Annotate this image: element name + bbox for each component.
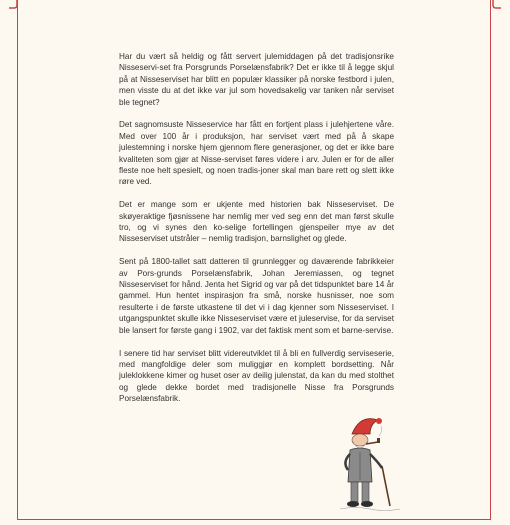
article-body [119,51,394,416]
nisse-illustration-icon [330,412,410,512]
corner-ornament-left-icon [9,0,22,13]
paragraph-tradition: Det sagnomsuste Nisseservice har fått en fortjent plass i julehjertene våre. Med over 100 år i produksjon, har serviset vært med på å skape julestemning i norske hjem gjennom flere generasjoner, og det er ikke bare kvaliteten som gjør at Nisse-serviset føres videre i arv. Julen er for de aller fleste noe helt spesielt, og noen tradis-joner skal man bare rett og slett ikke røre ved. [119,120,394,187]
paragraph-today: I senere tid har serviset blitt videreutviklet til å bli en fullverdig serviseserie, med mangfoldige deler som muliggjør en komplett bordsetting. Når juleklokkene kimer og huset oser av deilig julenstat, da kan du med stolthet og glede dekke bordet med tradisjonelle Nisse fra Porsgrunds Porselænsfabrik. [119,348,394,404]
paragraph-origin: Sent på 1800-tallet satt datteren til grunnlegger og daværende fabrikkeier av Pors-grunds Porselænsfabrik, Johan Jeremiassen, og tegnet Nisseserviset for hånd. Jenta het Sigrid og var på det tidspunktet bare 14 år gammel. Hun hentet inspirasjon fra små, norske husnisser, noe som resulterte i de første utkastene til det vi i dag kjenner som Nisseserviset. I utgangspunktet skulle ikke Nisseserviset være et juleservise, for da serviset ble lansert for første gang i 1902, var det faktisk ment som et barne-servise. [119,257,394,335]
paragraph-history: Det er mange som er ukjente med historien bak Nisseserviset. De skøyeraktige fjøsnissene har nemlig mer ved seg enn det man først skulle tro, og vi synes den ko-selige fortellingen gjenspeiler mye av det Nisseserviset utstråler – nemlig tradisjon, barnslighet og glede. [119,200,394,244]
paragraph-intro: Har du vært så heldig og fått servert julemiddagen på det tradisjonsrike Nisseservi-set fra Porsgrunds Porselænsfabrik? Det er ikke til å legge skjul på at Nisseserviset har blitt en populær klassiker på norske festbord i julen, men visste du at det ikke var jul som hovedsakelig var tanken når serviset ble tegnet? [119,52,394,107]
corner-ornament-right-icon [488,0,501,13]
